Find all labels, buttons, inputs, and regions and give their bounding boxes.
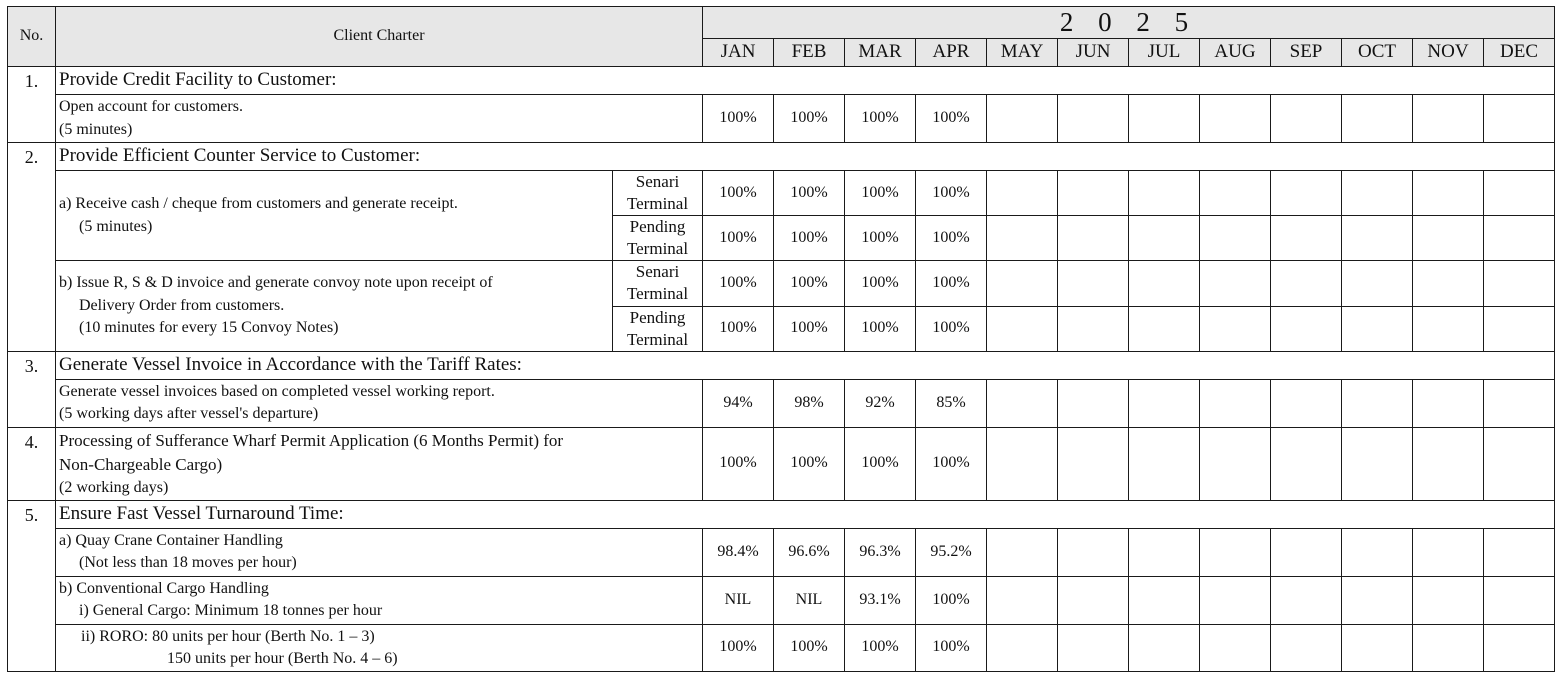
value-cell: 100%	[703, 624, 774, 671]
value-cell-empty	[1129, 306, 1200, 351]
item-line: a) Receive cash / cheque from customers and generate receipt.	[59, 194, 458, 212]
value-cell-empty	[1200, 576, 1271, 624]
charter-item	[56, 261, 613, 351]
value-cell: 100%	[916, 427, 987, 500]
value-cell-empty	[987, 624, 1058, 671]
value-cell-empty	[1484, 379, 1555, 427]
value-cell-empty	[1058, 170, 1129, 215]
value-cell-empty	[1342, 261, 1413, 306]
value-cell-empty	[1200, 94, 1271, 142]
charter-item	[56, 170, 613, 260]
value-cell-empty	[1200, 170, 1271, 215]
value-cell: 100%	[774, 170, 845, 215]
value-cell: NIL	[774, 576, 845, 624]
item-line: Delivery Order from customers.	[79, 296, 285, 314]
value-cell: 100%	[916, 261, 987, 306]
value-cell-empty	[1484, 576, 1555, 624]
value-cell: 100%	[774, 306, 845, 351]
value-cell: 100%	[845, 170, 916, 215]
value-cell-empty	[1413, 216, 1484, 261]
month-jun: JUN	[1058, 39, 1129, 67]
charter-item	[56, 528, 703, 576]
value-cell: 100%	[845, 427, 916, 500]
value-cell: 100%	[845, 624, 916, 671]
value-cell-empty	[1342, 379, 1413, 427]
value-cell-empty	[1484, 261, 1555, 306]
value-cell: 100%	[845, 261, 916, 306]
value-cell-empty	[1484, 528, 1555, 576]
value-cell-empty	[1200, 216, 1271, 261]
value-cell: NIL	[703, 576, 774, 624]
value-cell: 100%	[916, 624, 987, 671]
item-line: a) Quay Crane Container Handling	[59, 531, 283, 549]
item-line: (5 working days after vessel's departure)	[59, 405, 319, 423]
section-number: 2.	[8, 142, 56, 351]
terminal-label	[613, 261, 703, 306]
value-cell-empty	[1271, 216, 1342, 261]
value-cell-empty	[1200, 427, 1271, 500]
item-line: i) General Cargo: Minimum 18 tonnes per hour	[79, 602, 383, 620]
value-cell-empty	[1413, 576, 1484, 624]
value-cell-empty	[1200, 528, 1271, 576]
section-title: Generate Vessel Invoice in Accordance with the Tariff Rates:	[56, 351, 1555, 379]
terminal-name: Senari	[635, 171, 680, 191]
value-cell-empty	[1058, 624, 1129, 671]
section-number: 1.	[8, 67, 56, 143]
item-line: (10 minutes for every 15 Convoy Notes)	[79, 319, 339, 337]
value-cell-empty	[987, 427, 1058, 500]
month-may: MAY	[987, 39, 1058, 67]
item-line: ii) RORO: 80 units per hour (Berth No. 1 – 3)	[81, 627, 375, 645]
value-cell-empty	[1271, 94, 1342, 142]
section-number: 3.	[8, 351, 56, 427]
header-client-charter: Client Charter	[56, 7, 703, 67]
terminal-name: Pending	[629, 217, 686, 237]
item-line: (2 working days)	[59, 478, 169, 496]
value-cell-empty	[1484, 216, 1555, 261]
header-no: No.	[8, 7, 56, 67]
value-cell-empty	[1200, 261, 1271, 306]
item-line: Open account for customers.	[59, 97, 243, 115]
value-cell: 100%	[845, 306, 916, 351]
value-cell: 100%	[916, 170, 987, 215]
value-cell-empty	[1484, 306, 1555, 351]
value-cell-empty	[1342, 427, 1413, 500]
charter-item	[56, 379, 703, 427]
value-cell-empty	[1129, 379, 1200, 427]
value-cell-empty	[1129, 94, 1200, 142]
month-apr: APR	[916, 39, 987, 67]
value-cell-empty	[1413, 624, 1484, 671]
header-year: 2 0 2 5	[703, 7, 1555, 39]
month-sep: SEP	[1271, 39, 1342, 67]
month-jan: JAN	[703, 39, 774, 67]
value-cell: 100%	[703, 170, 774, 215]
value-cell: 98%	[774, 379, 845, 427]
value-cell-empty	[1342, 216, 1413, 261]
item-line: (5 minutes)	[79, 217, 153, 235]
value-cell-empty	[1271, 624, 1342, 671]
client-charter-table	[7, 6, 1555, 672]
value-cell: 100%	[916, 216, 987, 261]
value-cell-empty	[1413, 170, 1484, 215]
value-cell-empty	[1129, 261, 1200, 306]
value-cell-empty	[1342, 170, 1413, 215]
value-cell: 100%	[703, 94, 774, 142]
value-cell: 100%	[845, 94, 916, 142]
value-cell-empty	[1342, 94, 1413, 142]
month-aug: AUG	[1200, 39, 1271, 67]
month-jul: JUL	[1129, 39, 1200, 67]
charter-item	[56, 624, 703, 671]
month-oct: OCT	[1342, 39, 1413, 67]
value-cell: 100%	[916, 576, 987, 624]
value-cell-empty	[1129, 170, 1200, 215]
value-cell: 100%	[703, 261, 774, 306]
value-cell-empty	[1413, 94, 1484, 142]
value-cell-empty	[1413, 427, 1484, 500]
value-cell-empty	[1271, 576, 1342, 624]
value-cell-empty	[1484, 170, 1555, 215]
terminal-name: Terminal	[626, 284, 689, 304]
value-cell-empty	[1058, 216, 1129, 261]
value-cell: 95.2%	[916, 528, 987, 576]
value-cell: 100%	[774, 216, 845, 261]
value-cell: 98.4%	[703, 528, 774, 576]
value-cell-empty	[1342, 624, 1413, 671]
value-cell-empty	[1200, 306, 1271, 351]
value-cell-empty	[1271, 528, 1342, 576]
value-cell-empty	[1271, 427, 1342, 500]
item-line: b) Conventional Cargo Handling	[59, 579, 269, 597]
value-cell: 100%	[774, 261, 845, 306]
value-cell: 100%	[916, 306, 987, 351]
charter-item	[56, 576, 703, 624]
value-cell: 96.3%	[845, 528, 916, 576]
section-number: 4.	[8, 427, 56, 500]
value-cell: 100%	[916, 94, 987, 142]
value-cell: 100%	[774, 427, 845, 500]
value-cell: 93.1%	[845, 576, 916, 624]
value-cell-empty	[1413, 306, 1484, 351]
month-nov: NOV	[1413, 39, 1484, 67]
value-cell: 85%	[916, 379, 987, 427]
value-cell-empty	[1058, 379, 1129, 427]
value-cell-empty	[1058, 427, 1129, 500]
value-cell-empty	[1129, 528, 1200, 576]
value-cell-empty	[1058, 576, 1129, 624]
value-cell: 100%	[774, 94, 845, 142]
value-cell: 100%	[703, 427, 774, 500]
value-cell-empty	[987, 94, 1058, 142]
terminal-label	[613, 170, 703, 215]
item-line: (5 minutes)	[59, 120, 133, 138]
value-cell-empty	[1413, 261, 1484, 306]
terminal-name: Terminal	[626, 329, 689, 349]
value-cell-empty	[1271, 306, 1342, 351]
value-cell-empty	[1058, 94, 1129, 142]
value-cell-empty	[1413, 379, 1484, 427]
value-cell: 100%	[703, 216, 774, 261]
item-line: Non-Chargeable Cargo)	[59, 454, 223, 474]
value-cell-empty	[987, 576, 1058, 624]
item-line: (Not less than 18 moves per hour)	[79, 554, 297, 572]
value-cell: 100%	[845, 216, 916, 261]
value-cell: 92%	[845, 379, 916, 427]
charter-item	[56, 427, 703, 500]
terminal-name: Terminal	[626, 239, 689, 259]
value-cell-empty	[1058, 528, 1129, 576]
value-cell-empty	[1271, 261, 1342, 306]
value-cell-empty	[1484, 624, 1555, 671]
value-cell-empty	[1200, 379, 1271, 427]
value-cell-empty	[1200, 624, 1271, 671]
terminal-name: Terminal	[626, 194, 689, 214]
value-cell-empty	[1484, 94, 1555, 142]
value-cell-empty	[1058, 306, 1129, 351]
value-cell: 94%	[703, 379, 774, 427]
value-cell-empty	[987, 261, 1058, 306]
terminal-label	[613, 216, 703, 261]
value-cell-empty	[1342, 576, 1413, 624]
terminal-name: Pending	[629, 307, 686, 327]
value-cell-empty	[987, 216, 1058, 261]
value-cell-empty	[1271, 170, 1342, 215]
section-title: Provide Efficient Counter Service to Customer:	[56, 142, 1555, 170]
month-mar: MAR	[845, 39, 916, 67]
value-cell-empty	[987, 170, 1058, 215]
value-cell: 100%	[774, 624, 845, 671]
item-line: 150 units per hour (Berth No. 4 – 6)	[167, 650, 398, 668]
value-cell-empty	[1058, 261, 1129, 306]
value-cell-empty	[1129, 624, 1200, 671]
value-cell: 100%	[703, 306, 774, 351]
value-cell-empty	[1271, 379, 1342, 427]
item-line: Generate vessel invoices based on completed vessel working report.	[59, 382, 495, 400]
month-dec: DEC	[1484, 39, 1555, 67]
charter-item	[56, 94, 703, 142]
item-line: b) Issue R, S & D invoice and generate convoy note upon receipt of	[59, 273, 493, 291]
value-cell-empty	[1413, 528, 1484, 576]
terminal-label	[613, 306, 703, 351]
value-cell-empty	[987, 306, 1058, 351]
section-title: Provide Credit Facility to Customer:	[56, 67, 1555, 95]
terminal-name: Senari	[635, 262, 680, 282]
month-feb: FEB	[774, 39, 845, 67]
value-cell-empty	[987, 528, 1058, 576]
value-cell-empty	[1129, 576, 1200, 624]
value-cell-empty	[987, 379, 1058, 427]
value-cell-empty	[1129, 216, 1200, 261]
value-cell-empty	[1342, 306, 1413, 351]
section-title: Ensure Fast Vessel Turnaround Time:	[56, 500, 1555, 528]
value-cell-empty	[1484, 427, 1555, 500]
item-line: Processing of Sufferance Wharf Permit Application (6 Months Permit) for	[59, 430, 564, 450]
value-cell: 96.6%	[774, 528, 845, 576]
section-number: 5.	[8, 500, 56, 671]
value-cell-empty	[1129, 427, 1200, 500]
value-cell-empty	[1342, 528, 1413, 576]
